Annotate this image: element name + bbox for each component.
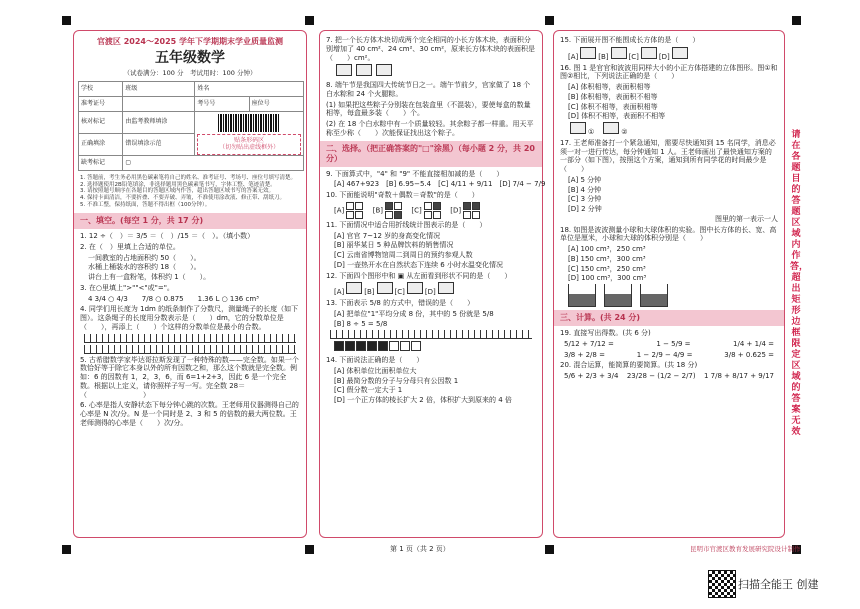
normal-fill-label: 正确填涂 xyxy=(79,133,123,155)
question-14-option-d[interactable]: [D] 一个正方体的棱长扩大 2 倍，体积扩大到原来的 4 倍 xyxy=(334,396,512,404)
section-3-header: 三、计算。(共 24 分) xyxy=(554,310,784,326)
cuboid-figures xyxy=(334,64,536,79)
question-18: 18. 如图是波波测量小球和大球体积的实验。图中长方体的长、宽、高单位是厘米，小球和大球的体积分别是（ ） xyxy=(560,225,777,243)
question-18-option-c[interactable]: [C] 150 cm³，250 cm³ xyxy=(568,264,646,273)
registration-mark xyxy=(305,545,314,554)
question-15: 15. 下面展开图不能围成长方体的是（ ） xyxy=(560,36,700,44)
question-18-option-a[interactable]: [A] 100 cm³，250 cm³ xyxy=(568,245,646,253)
section-2-header: 二、选择。（把正确答案的"□"涂黑）（每小题 2 分，共 20 分） xyxy=(320,141,542,167)
exam-no-label: 考号号 xyxy=(195,96,249,111)
subject-title: 五年级数学 xyxy=(155,50,225,66)
check-mark-label: 核对标记 xyxy=(79,111,123,133)
question-6: 6. 心率是指人安静状态下每分钟心跳的次数。王老师用仪器测得自己的心率是 N 次/分。N 是一个同时是 2、3 和 5 的倍数的最大两位数。王老师测得的心率是（ ）次/分。 xyxy=(80,401,299,427)
student-info-table xyxy=(78,81,304,171)
answer-column-1 xyxy=(73,30,307,538)
question-13-option-a[interactable]: [A] 把单位"1"平均分成 8 份，其中的 5 份就是 5/8 xyxy=(334,309,494,318)
question-3: 3. 在○里填上">""<"或"="。 xyxy=(80,283,174,292)
page-number: 第 1 页（共 2 页） xyxy=(390,545,450,553)
missing-mark-label: 缺考标记 xyxy=(79,155,123,170)
question-14: 14. 下面说法正确的是（ ） xyxy=(326,356,424,364)
exam-title: 官渡区 2024～2025 学年下学期期末学业质量监测 xyxy=(96,37,284,46)
question-8: 8. 端午节是我国四大传统节日之一。端午节前夕，官家做了 18 个白水粽和 24 个火腿粽。 xyxy=(326,81,531,98)
question-13-option-b[interactable]: [B] 8 ÷ 5 = 5/8 xyxy=(334,319,388,328)
question-16: 16. 图 1 是官官和波波用同样大小的小正方体搭建的立体图形。图①和图②相比，下列说法正确的是（ ） xyxy=(560,63,778,81)
question-17-option-a[interactable]: [A] 5 分钟 xyxy=(568,175,602,184)
question-20-row: 5/6 + 2/3 + 3/4 23/28 − (1/2 − 2/7) 1 7/8 + 8/17 + 9/17 xyxy=(564,372,774,380)
question-11-option-b[interactable]: [B] 丽华某日 5 种品牌饮料的销售情况 xyxy=(334,241,454,250)
question-18-option-d[interactable]: [D] 100 cm³，300 cm³ xyxy=(568,274,647,283)
question-8a: (1) 如果把这些粽子分别装在包装盒里（不混装），要使每盒的数量相等，每盒最多装（ ）个。 xyxy=(326,100,531,118)
question-20: 20. 混合运算，能简算的要简算。(共 18 分) xyxy=(560,361,698,370)
question-9-options[interactable]: [A] 467+923 [B] 6.95−5.4 [C] 4/11 + 9/11 [D] 7/4 − 7/9 xyxy=(334,180,546,189)
barcode-image xyxy=(218,114,280,132)
question-1: 1. 12 ÷（ ）＝ 3/5 ＝（ ）/15 ＝（ ）。（填小数） xyxy=(80,232,255,240)
school-label: 学校 xyxy=(79,81,123,96)
question-7: 7. 把一个长方体木块切成两个完全相同的小长方体木块，表面积分别增加了 40 cm²、24 cm²、30 cm²，原来长方体木块的表面积是（ ）cm²。 xyxy=(326,36,536,62)
class-label: 班级 xyxy=(123,81,195,96)
question-11-option-a[interactable]: [A] 官官 7~12 岁的身高变化情况 xyxy=(334,231,441,240)
question-8b: (2) 在 18 个白水粽中有一个质量较轻。其余粽子都一样重。用天平称至少称（ ）次能保证找出这个粽子。 xyxy=(326,120,534,137)
registration-mark xyxy=(792,16,801,25)
question-2a: 一间教室的占地面积约 50（ ）。 xyxy=(88,253,201,262)
question-5: 5. 古希腊数学家毕达哥拉斯发现了一种特殊的数——完全数。如果一个数恰好等于除它本身以外的所有因数之和，那么这个数就是完全数。例如：6 的因数有 1，2，3，6，而 6=1+2+3，因此 6 是一个完全数。根据以上定义，请你照样子写一写。完全数 28＝（ ） xyxy=(80,355,299,399)
missing-mark-box[interactable]: ▢ xyxy=(123,155,304,170)
answer-area-warning: 请在各题目的答题区域内作答，超出矩形边框限定区域的答案无效 xyxy=(790,130,809,437)
question-2: 2. 在（ ）里填上合适的单位。 xyxy=(80,242,180,251)
question-17-option-d[interactable]: [D] 2 分钟 xyxy=(568,205,602,213)
answer-column-2 xyxy=(319,30,546,538)
question-18-option-b[interactable]: [B] 150 cm³，300 cm³ xyxy=(568,254,646,263)
question-2c: 讲台上有一盒粉笔，体积约 1（ ）。 xyxy=(88,273,211,281)
question-11-option-c[interactable]: [C] 云南省博物馆周二到周日的预约参观人数 xyxy=(334,251,473,259)
question-19-row-2: 3/8 + 2/8 = 1 − 2/9 − 4/9 = 3/8 + 0.625 = xyxy=(564,350,774,359)
question-19-row-1: 5/12 + 7/12 = 1 − 5/9 = 1/4 + 1/4 = xyxy=(564,339,774,348)
question-14-option-c[interactable]: [C] 假分数一定大于 1 xyxy=(334,386,403,395)
exam-info: （试卷满分：100 分 考试用时：100 分钟） xyxy=(123,68,257,77)
candidate-no-field[interactable] xyxy=(123,96,195,111)
section-1-header: 一、填空。(每空 1 分，共 17 分) xyxy=(74,213,306,229)
registration-mark xyxy=(545,16,554,25)
question-16-option-b[interactable]: [B] 体积相等，表面积不相等 xyxy=(568,92,658,101)
question-17-option-c[interactable]: [C] 3 分钟 xyxy=(568,195,602,204)
publisher: 昆明市官渡区教育发展研究院设计制作 xyxy=(690,545,801,553)
question-4: 4. 同学们用长度为 1dm 的纸条制作了分数尺，测量绳子的长度（如下图）。这条绳子的长度用分数表示是（ ）dm，它的分数单位是（ ），再添上（ ）个这样的分数单位是最小的合数。 xyxy=(80,305,299,331)
question-10-figures[interactable]: [A] [B] [C] [D] xyxy=(334,202,536,219)
supervisor-label: 由监考教师填涂 xyxy=(123,111,195,133)
question-13: 13. 下面表示 5/8 的方式中，错误的是（ ） xyxy=(326,299,475,307)
question-19: 19. 直接写出得数。(共 6 分) xyxy=(560,329,651,337)
question-16-option-d[interactable]: [D] 体积不相等，表面积不相等 xyxy=(568,112,666,121)
number-line-image xyxy=(330,330,532,339)
question-12: 12. 下面四个图形中和 ▣ 从左面看到形状不同的是（ ） xyxy=(326,271,512,280)
unfolding-figures[interactable]: [A] [B] [C] [D] xyxy=(568,47,778,62)
wrong-fill-label: 错误填涂示范 xyxy=(123,133,195,155)
name-label: 姓名 xyxy=(195,81,304,96)
question-16-option-c[interactable]: [C] 体积不相等，表面积相等 xyxy=(568,102,658,111)
candidate-no-label: 准考证号 xyxy=(79,96,123,111)
question-17-option-b[interactable]: [B] 4 分钟 xyxy=(568,185,602,194)
question-16-option-a[interactable]: [A] 体积相等，表面积相等 xyxy=(568,83,651,91)
notification-diagram-caption: 图里的第一表示一人 xyxy=(715,214,778,223)
question-13-dots-figure[interactable] xyxy=(334,341,536,354)
registration-mark xyxy=(62,16,71,25)
exam-notes: 1. 答题前，考生务必用黑色碳素笔将自己的姓名、准考证号、考场号、座位号填写清楚。 2. 选择题使用2B铅笔填涂，非选择题用黑色碳素笔书写，字体工整、笔迹清楚。 3. 请按照题号顺序在各题目的答题区域内作答，超出答题区域书写的答案无效。 4. 保持卡面清洁，不要折叠、不要弄破、弄皱，不准使用涂改液、修正带、刮纸刀。 5. 不准工整，保持纸面，答题不得出框（100分钟）。 xyxy=(80,174,296,209)
question-11: 11. 下面情况中适合用折线统计图表示的是（ ） xyxy=(326,220,487,229)
question-9: 9. 下面算式中，"4" 和 "9" 不能直接相加减的是（ ） xyxy=(326,169,504,178)
answer-column-3 xyxy=(553,30,785,538)
fraction-ruler-image xyxy=(84,334,296,343)
question-17: 17. 王老师准备打一个紧急通知，需要尽快通知到 15 名同学，消息必须一对一进行传达，每分钟通知 1 人。王老师画出了最快通知方案的一部分（如下图），按照这个方案，通知到所有同学花的时间最少是（ ） xyxy=(560,138,776,173)
registration-mark xyxy=(305,16,314,25)
scanner-watermark: 扫描全能王 创建 xyxy=(738,578,819,591)
question-3a: 4 3/4 ○ 4/3 7/8 ○ 0.875 1.36 L ○ 136 cm³ xyxy=(88,294,259,303)
question-11-option-d[interactable]: [D] 一壶热开水在自然状态下连续 6 小时水温变化情况 xyxy=(334,260,503,269)
qr-code-icon xyxy=(708,570,736,598)
cube-structures-figure: ① ② xyxy=(568,122,778,137)
question-10: 10. 下面能说明"奇数＋偶数＝奇数"的是（ ） xyxy=(326,191,479,199)
beaker-experiment-figure xyxy=(568,284,778,307)
question-14-option-a[interactable]: [A] 体积单位比面积单位大 xyxy=(334,366,417,375)
barcode-sticker-area: 贴条形码区 （切勿贴出虚线框外） xyxy=(197,134,301,155)
question-14-option-b[interactable]: [B] 最简分数的分子与分母只有公因数 1 xyxy=(334,376,459,385)
registration-mark xyxy=(545,545,554,554)
rope-ruler-image xyxy=(84,345,296,354)
question-12-figures[interactable]: [A] [B] [C] [D] xyxy=(334,282,536,297)
registration-mark xyxy=(62,545,71,554)
question-2b: 水桶上桶装水的容积约 18（ ）。 xyxy=(88,263,201,272)
seat-no-label: 座位号 xyxy=(249,96,303,111)
